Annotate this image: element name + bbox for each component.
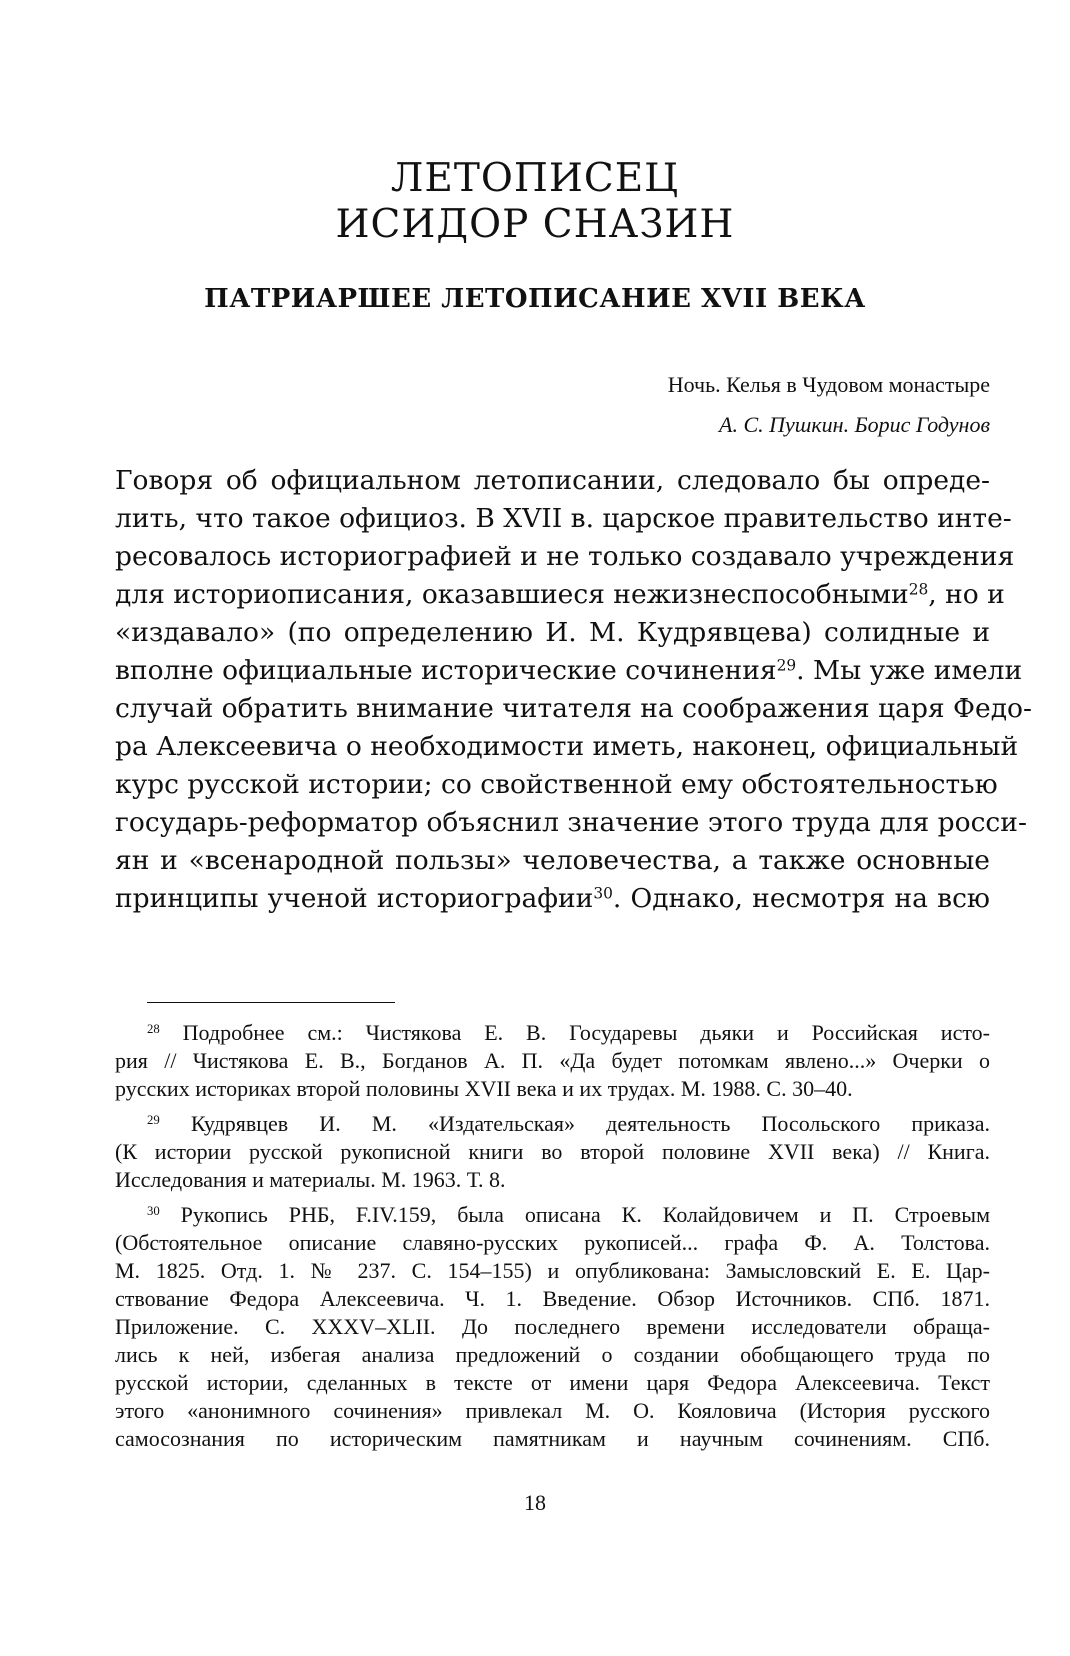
footnote-30-line: этого «анонимного сочинения» привлекал М. О. Кояловича (История русского bbox=[115, 1398, 990, 1423]
footnote-30-line: русской истории, сделанных в тексте от имени царя Федора Алексеевича. Текст bbox=[115, 1370, 990, 1395]
footnote-text: Кудрявцев И. М. «Издательская» деятельность Посольского приказа. bbox=[159, 1111, 990, 1136]
footnote-30-line: ствование Федора Алексеевича. Ч. 1. Введение. Обзор Источников. СПб. 1871. bbox=[115, 1286, 990, 1311]
body-line: ресовалось историографией и не только создавало учреждения bbox=[115, 541, 1015, 572]
footnote-30-line bbox=[115, 1200, 990, 1230]
footnote-30-line: (Обстоятельное описание славяно-русских рукописей... графа Ф. А. Толстова. bbox=[115, 1230, 990, 1255]
body-text: . Однако, несмотря на всю bbox=[612, 883, 990, 914]
footnote-28-line: рия // Чистякова Е. В., Богданов А. П. «Да будет потомкам явлено...» Очерки о bbox=[115, 1048, 990, 1073]
footnote-ref-29: 29 bbox=[776, 656, 797, 675]
footnote-29-line: (К истории русской рукописной книги во второй половине XVII века) // Книга. bbox=[115, 1139, 990, 1164]
body-line: Говоря об официальном летописании, следовало бы опреде- bbox=[115, 465, 990, 496]
footnote-28-line bbox=[115, 1018, 990, 1048]
footnote-28-line: русских историках второй половины XVII века и их трудах. М. 1988. С. 30–40. bbox=[115, 1076, 853, 1101]
body-line: лить, что такое официоз. В XVII в. царское правительство инте- bbox=[115, 503, 1012, 534]
footnote-30-line: М. 1825. Отд. 1. № 237. С. 154–155) и опубликована: Замысловский Е. Е. Цар- bbox=[115, 1258, 990, 1283]
footnote-30-line: Приложение. С. XXXV–XLII. До последнего времени исследователи обраща- bbox=[115, 1314, 990, 1339]
body-line: ра Алексеевича о необходимости иметь, наконец, официальный bbox=[115, 731, 1019, 762]
footnote-30-line: самосознания по историческим памятникам и научным сочинениям. СПб. bbox=[115, 1426, 990, 1451]
body-text: . Мы уже имели bbox=[796, 655, 1023, 686]
body-line: случай обратить внимание читателя на соображения царя Федо- bbox=[115, 693, 1032, 724]
footnote-ref-30: 30 bbox=[593, 884, 613, 903]
footnote-text: Рукопись РНБ, F.IV.159, была описана К. Колайдовичем и П. Строевым bbox=[159, 1202, 990, 1227]
body-line: курс русской истории; со свойственной ему обстоятельностью bbox=[115, 769, 998, 800]
footnote-29-line bbox=[115, 1109, 990, 1139]
body-line bbox=[115, 879, 990, 919]
footnote-divider bbox=[147, 1002, 395, 1003]
chapter-title-line-1: ЛЕТОПИСЕЦ bbox=[390, 156, 680, 201]
body-text: вполне официальные исторические сочинения bbox=[115, 655, 777, 686]
epigraph-source: А. С. Пушкин. Борис Годунов bbox=[719, 412, 990, 437]
body-text: для историописания, оказавшиеся нежизнеспособными bbox=[115, 579, 909, 610]
chapter-subtitle: ПАТРИАРШЕЕ ЛЕТОПИСАНИЕ XVII ВЕКА bbox=[204, 284, 866, 314]
footnote-text: Подробнее см.: Чистякова Е. В. Государевы дьяки и Российская исто- bbox=[159, 1020, 990, 1045]
footnote-number: 29 bbox=[147, 1112, 160, 1127]
body-line: ян и «всенародной пользы» человечества, а также основные bbox=[115, 845, 990, 876]
footnote-ref-28: 28 bbox=[908, 580, 929, 599]
body-line bbox=[115, 575, 1005, 615]
body-text: , но и bbox=[928, 579, 1005, 610]
footnote-number: 28 bbox=[147, 1021, 160, 1036]
page-number: 18 bbox=[524, 1490, 546, 1515]
chapter-title-line-2: ИСИДОР СНАЗИН bbox=[335, 202, 735, 247]
footnote-number: 30 bbox=[147, 1203, 160, 1218]
body-text: принципы ученой историографии bbox=[115, 883, 594, 914]
body-line: «издавало» (по определению И. М. Кудрявцева) солидные и bbox=[115, 617, 990, 648]
epigraph-text: Ночь. Келья в Чудовом монастыре bbox=[667, 372, 990, 397]
body-line bbox=[115, 651, 1023, 691]
body-line: государь-реформатор объяснил значение этого труда для росси- bbox=[115, 807, 1027, 838]
footnote-29-line: Исследования и материалы. М. 1963. Т. 8. bbox=[115, 1167, 506, 1192]
footnote-30-line: лись к ней, избегая анализа предложений о создании обобщающего труда по bbox=[115, 1342, 990, 1367]
